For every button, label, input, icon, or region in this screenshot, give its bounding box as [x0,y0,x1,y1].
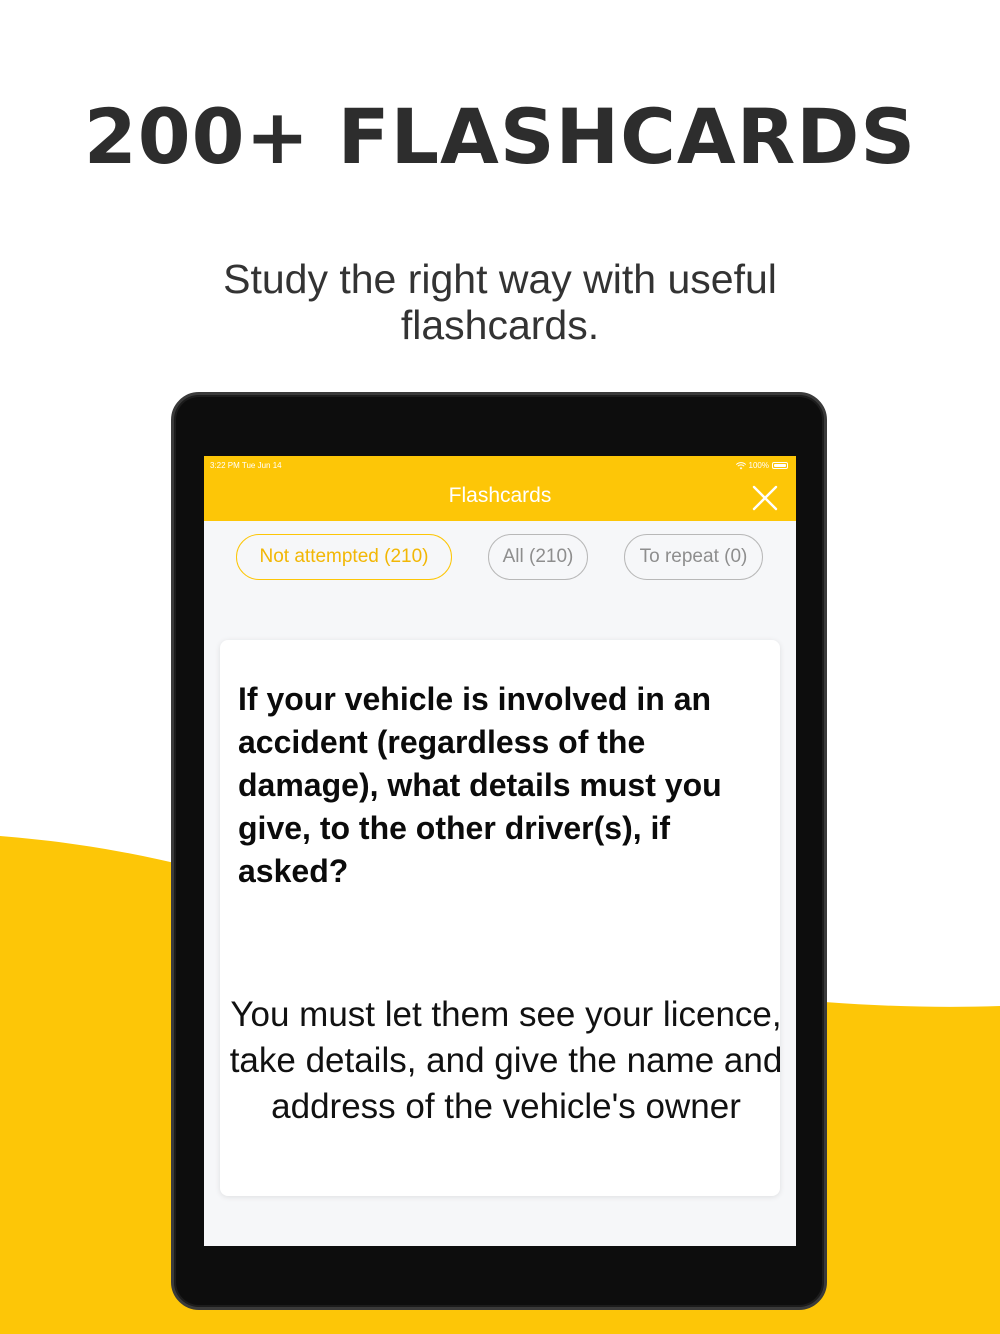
status-bar [204,456,796,474]
close-icon[interactable] [752,485,778,511]
app-screen [204,456,796,1246]
status-time: 3:22 PM Tue Jun 14 [210,461,282,470]
filter-tabs [204,534,796,580]
navigation-bar [204,456,796,521]
battery-icon [772,462,788,469]
flashcard-question: If your vehicle is involved in an accident (regardless of the damage), what details must you give, to the other driver(s), if asked? [238,681,722,889]
wifi-icon [736,462,746,470]
nav-title: Flashcards [448,484,552,507]
flashcard-answer: You must let them see your licence, take details, and give the name and address of the vehicle's owner [229,995,783,1126]
flashcard[interactable] [220,640,783,1196]
headline: 200+ FLASHCARDS [83,92,917,181]
filter-not-attempted[interactable]: Not attempted (210) [236,534,452,580]
battery-percentage: 100% [748,461,769,470]
filter-all[interactable]: All (210) [488,534,588,580]
subheadline: Study the right way with useful flashcards. [223,256,777,348]
filter-to-repeat[interactable]: To repeat (0) [624,534,763,580]
status-indicators [736,461,788,470]
